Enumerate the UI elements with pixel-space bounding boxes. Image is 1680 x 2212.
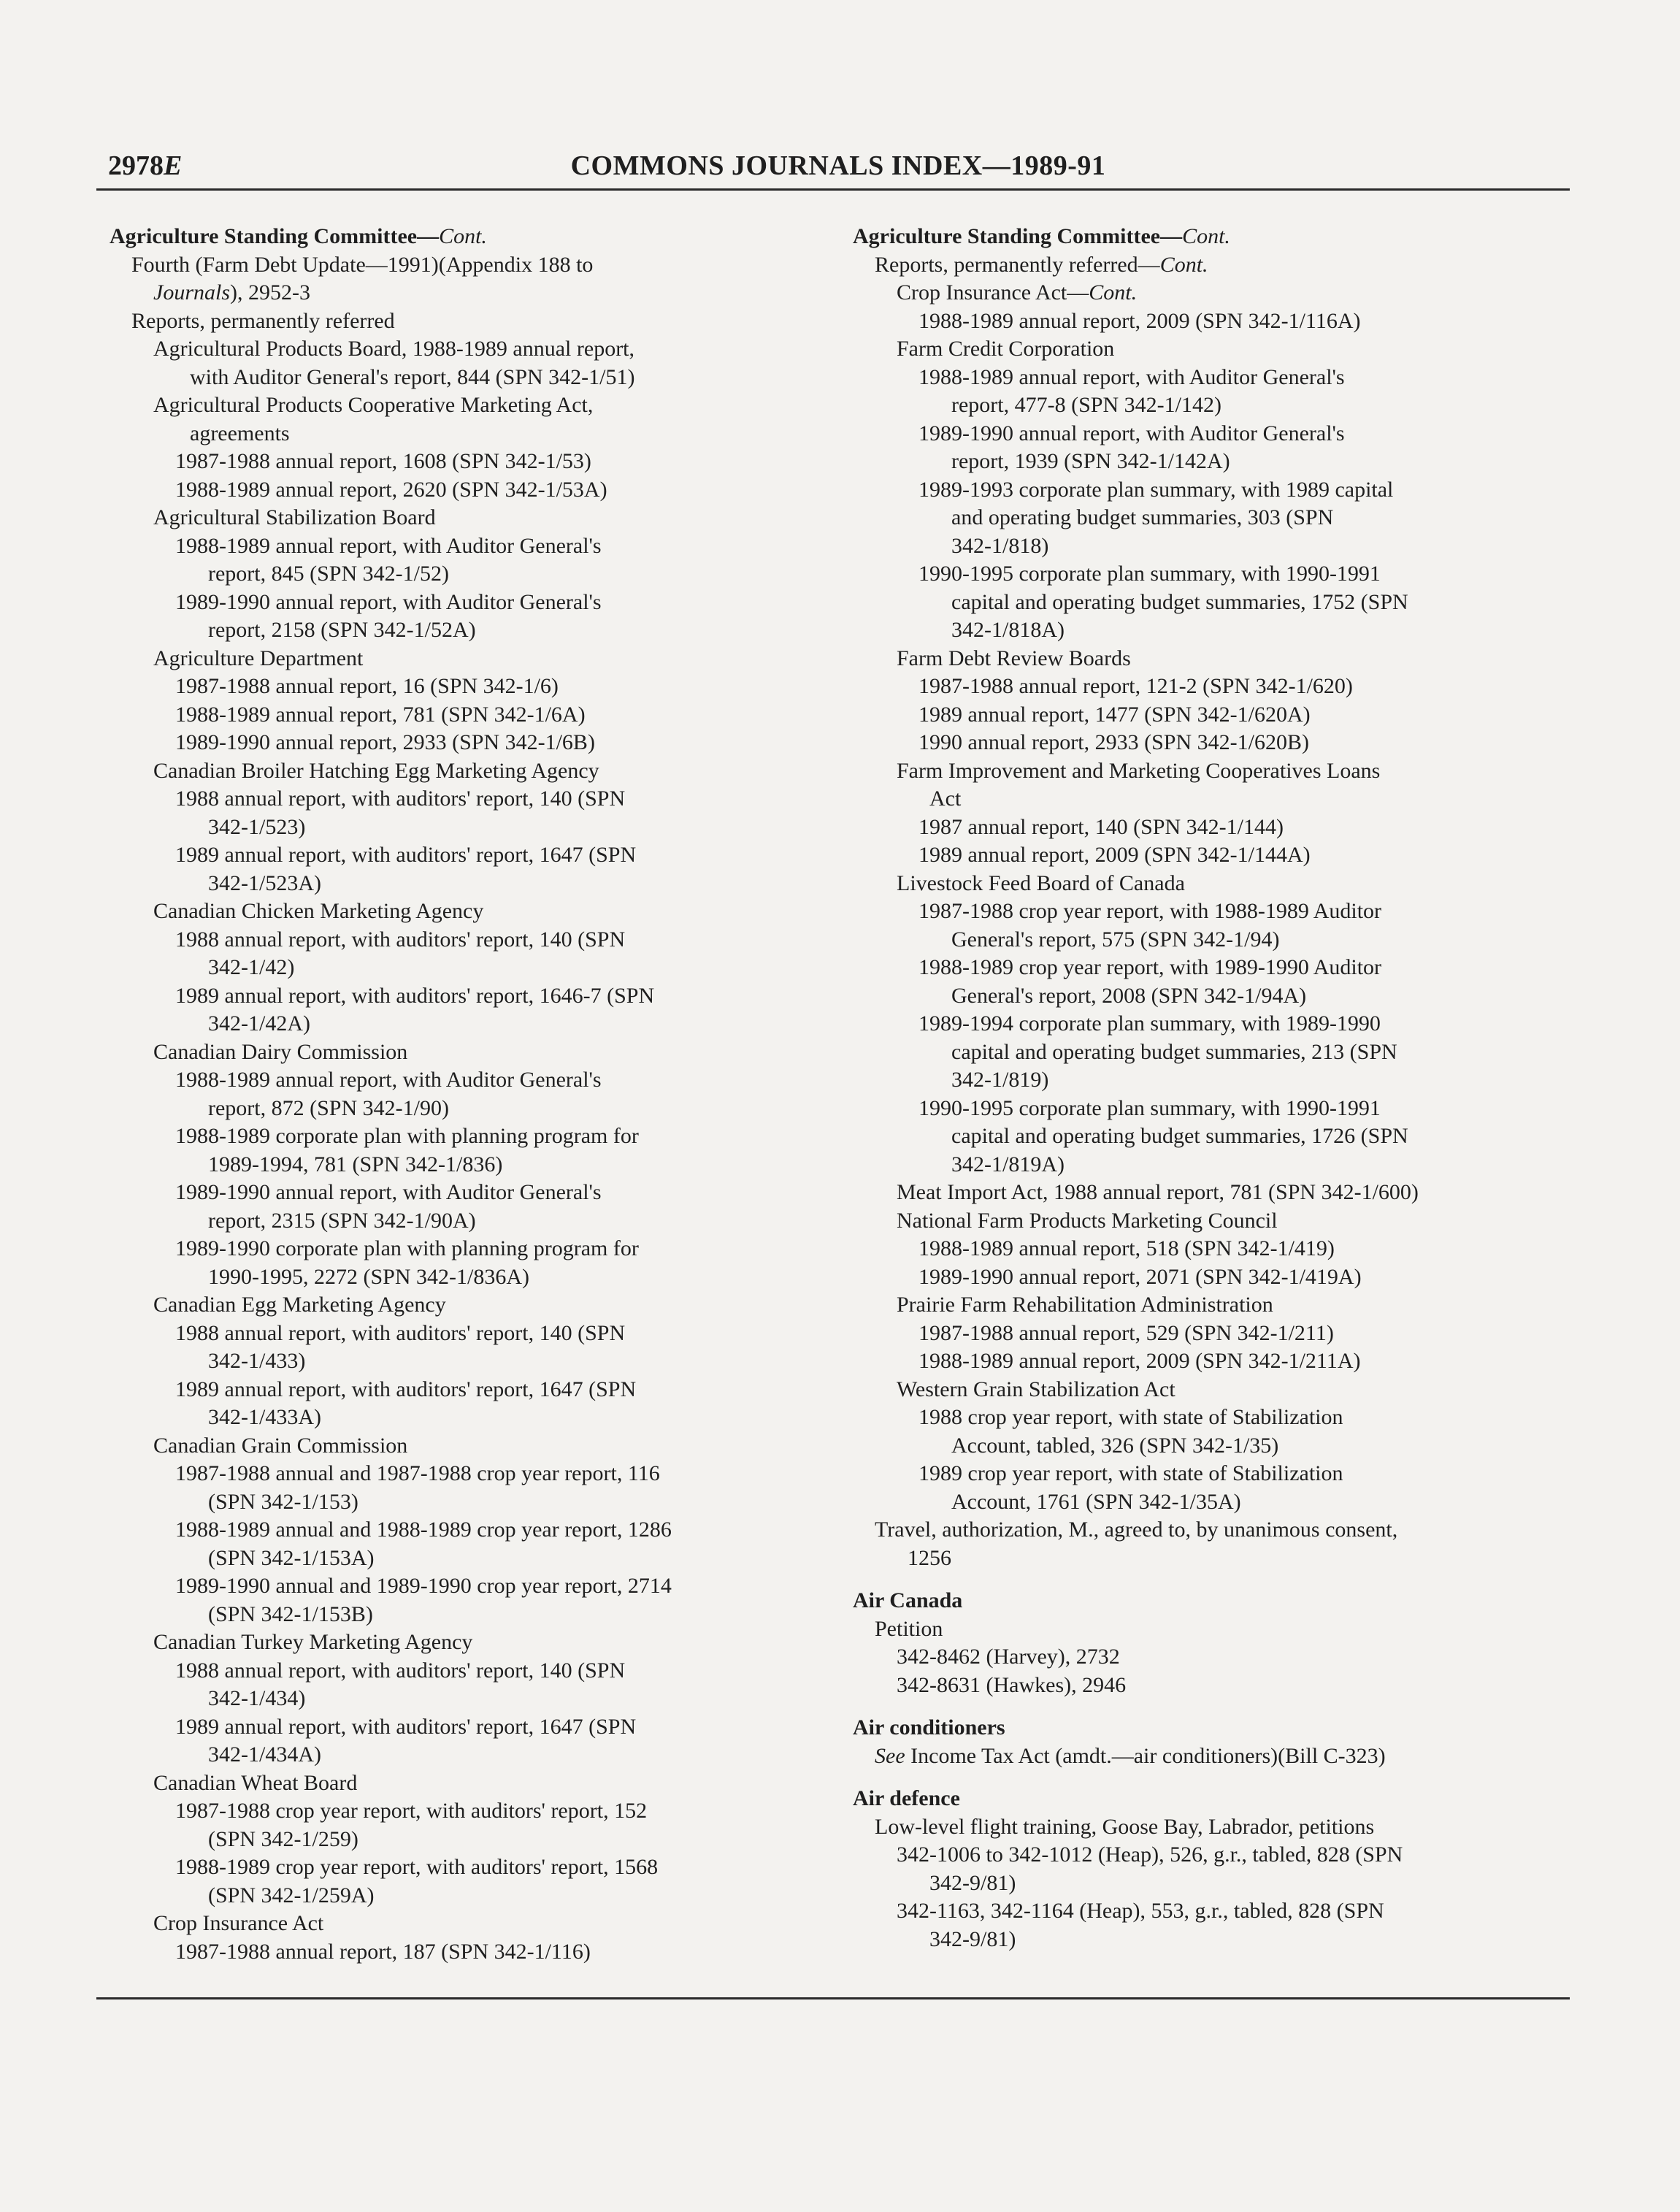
index-line: 1988 annual report, with auditors' report, 140 (SPN <box>175 927 626 952</box>
header-rule <box>96 188 1570 191</box>
index-line: Prairie Farm Rehabilitation Administration <box>897 1293 1273 1317</box>
index-line: Agricultural Products Board, 1988-1989 annual report, <box>153 337 635 361</box>
left-column <box>110 223 840 1966</box>
index-line: 342-8631 (Hawkes), 2946 <box>897 1672 1127 1697</box>
index-line: 1990-1995 corporate plan summary, with 1990-1991 <box>918 1095 1381 1120</box>
index-line: Account, tabled, 326 (SPN 342-1/35) <box>951 1433 1279 1458</box>
index-line: 1987-1988 crop year report, with 1988-1989 Auditor <box>918 899 1382 923</box>
index-line: (SPN 342-1/259) <box>208 1826 358 1851</box>
index-line: 1987-1988 annual report, 1608 (SPN 342-1/53) <box>175 449 591 473</box>
index-line: 1989 annual report, with auditors' report, 1647 (SPN <box>175 1377 637 1401</box>
index-line: 1987 annual report, 140 (SPN 342-1/144) <box>918 814 1284 839</box>
index-heading: Agriculture Standing Committee—Cont. <box>110 224 487 248</box>
index-line: report, 477-8 (SPN 342-1/142) <box>951 393 1221 417</box>
index-line: 342-1/434A) <box>208 1742 321 1767</box>
index-line: See Income Tax Act (amdt.—air conditioners)(Bill C-323) <box>875 1743 1386 1768</box>
index-line: 342-1/523) <box>208 814 306 839</box>
index-line: 1987-1988 annual and 1987-1988 crop year report, 116 <box>175 1461 660 1485</box>
index-line: 1989-1990 annual and 1989-1990 crop year report, 2714 <box>175 1574 672 1598</box>
index-line: 1989-1990 annual report, with Auditor General's <box>918 421 1345 445</box>
index-line: 1989 annual report, with auditors' report, 1646-7 (SPN <box>175 983 655 1008</box>
index-line: 342-1/434) <box>208 1686 306 1710</box>
index-line: National Farm Products Marketing Council <box>897 1208 1278 1233</box>
index-line: report, 1939 (SPN 342-1/142A) <box>951 449 1230 473</box>
index-line: 1987-1988 annual report, 187 (SPN 342-1/116) <box>175 1939 591 1964</box>
index-line: 1988-1989 annual report, with Auditor General's <box>918 364 1345 389</box>
index-heading: Air conditioners <box>853 1715 1005 1740</box>
index-line: 1988-1989 annual report, with Auditor General's <box>175 1068 602 1092</box>
index-line: Crop Insurance Act <box>153 1911 324 1935</box>
index-line: General's report, 2008 (SPN 342-1/94A) <box>951 983 1307 1008</box>
index-line: 1989-1990 annual report, with Auditor General's <box>175 1180 602 1204</box>
index-line: Journals), 2952-3 <box>153 280 310 305</box>
index-line: report, 2315 (SPN 342-1/90A) <box>208 1208 476 1233</box>
index-line: 1989-1993 corporate plan summary, with 1989 capital <box>918 477 1394 502</box>
index-line: report, 2158 (SPN 342-1/52A) <box>208 618 476 642</box>
index-line: 1987-1988 annual report, 16 (SPN 342-1/6) <box>175 674 559 698</box>
index-line: Canadian Turkey Marketing Agency <box>153 1630 473 1654</box>
index-heading: Air Canada <box>853 1588 963 1612</box>
index-line: 342-9/81) <box>929 1870 1016 1895</box>
index-line: 1989 annual report, with auditors' report, 1647 (SPN <box>175 1714 637 1739</box>
index-line: 1987-1988 crop year report, with auditors' report, 152 <box>175 1799 648 1823</box>
index-line: 342-1/819) <box>951 1068 1049 1092</box>
page-header <box>108 150 1568 194</box>
index-line: 342-1/819A) <box>951 1152 1065 1176</box>
page-number: 2978E <box>108 150 183 181</box>
running-title: COMMONS JOURNALS INDEX—1989-91 <box>570 150 1106 181</box>
index-line: Crop Insurance Act—Cont. <box>897 280 1138 305</box>
index-line: report, 872 (SPN 342-1/90) <box>208 1095 449 1120</box>
index-line: 342-1/42A) <box>208 1011 310 1036</box>
index-line: Reports, permanently referred—Cont. <box>875 252 1208 277</box>
index-line: 1987-1988 annual report, 529 (SPN 342-1/211) <box>918 1320 1334 1345</box>
entry-gap <box>853 1572 1583 1587</box>
page-number-suffix: E <box>164 150 183 181</box>
index-line: (SPN 342-1/259A) <box>208 1883 375 1907</box>
index-line: 1988 crop year report, with state of Stabilization <box>918 1405 1343 1429</box>
index-line: Petition <box>875 1616 943 1641</box>
entry-gap <box>853 1770 1583 1785</box>
index-line: 1988-1989 annual report, 2009 (SPN 342-1/211A) <box>918 1349 1361 1373</box>
index-line: 1990 annual report, 2933 (SPN 342-1/620B) <box>918 730 1309 754</box>
index-heading: Agriculture Standing Committee—Cont. <box>853 224 1230 248</box>
index-line: Canadian Chicken Marketing Agency <box>153 899 484 923</box>
index-line: 1988-1989 annual report, with Auditor General's <box>175 533 602 558</box>
index-line: 1988-1989 crop year report, with auditors' report, 1568 <box>175 1855 659 1879</box>
index-line: 342-1/433) <box>208 1349 306 1373</box>
index-line: 1988-1989 annual report, 518 (SPN 342-1/419) <box>918 1236 1335 1260</box>
index-line: 342-1/42) <box>208 955 295 979</box>
index-line: Farm Debt Review Boards <box>897 646 1131 670</box>
index-line: 1988 annual report, with auditors' report, 140 (SPN <box>175 1320 626 1345</box>
index-line: (SPN 342-1/153B) <box>208 1601 373 1626</box>
index-line: (SPN 342-1/153) <box>208 1489 358 1514</box>
index-line: Account, 1761 (SPN 342-1/35A) <box>951 1489 1241 1514</box>
index-line: Meat Import Act, 1988 annual report, 781 (SPN 342-1/600) <box>897 1180 1419 1204</box>
entry-gap <box>853 1699 1583 1714</box>
index-line: 1256 <box>908 1545 951 1570</box>
index-line: 1989-1990 annual report, with Auditor General's <box>175 589 602 614</box>
index-line: 1990-1995 corporate plan summary, with 1990-1991 <box>918 562 1381 586</box>
index-line: 342-9/81) <box>929 1926 1016 1951</box>
index-line: 1989 annual report, 2009 (SPN 342-1/144A) <box>918 843 1311 867</box>
index-line: Travel, authorization, M., agreed to, by unanimous consent, <box>875 1518 1398 1542</box>
index-line: 1989-1994, 781 (SPN 342-1/836) <box>208 1152 503 1176</box>
index-line: Western Grain Stabilization Act <box>897 1377 1175 1401</box>
index-line: Canadian Grain Commission <box>153 1433 408 1458</box>
index-line: Farm Credit Corporation <box>897 337 1115 361</box>
index-line: 342-1/818A) <box>951 618 1065 642</box>
index-line: 342-1/818) <box>951 533 1049 558</box>
index-line: Agriculture Department <box>153 646 364 670</box>
index-line: Agricultural Products Cooperative Marketing Act, <box>153 393 594 417</box>
index-line: (SPN 342-1/153A) <box>208 1545 375 1570</box>
index-line: 1988-1989 annual report, 2009 (SPN 342-1/116A) <box>918 308 1361 333</box>
index-line: 1989 annual report, with auditors' report, 1647 (SPN <box>175 843 637 867</box>
index-line: 1988-1989 annual and 1988-1989 crop year report, 1286 <box>175 1518 672 1542</box>
index-line: Reports, permanently referred <box>131 308 395 333</box>
index-line: Farm Improvement and Marketing Cooperatives Loans <box>897 758 1381 783</box>
index-line: 1988-1989 annual report, 781 (SPN 342-1/6A) <box>175 702 586 727</box>
index-line: report, 845 (SPN 342-1/52) <box>208 562 449 586</box>
right-column <box>853 223 1583 1953</box>
index-line: with Auditor General's report, 844 (SPN 342-1/51) <box>190 364 635 389</box>
index-line: and operating budget summaries, 303 (SPN <box>951 505 1334 529</box>
index-line: 1989-1990 annual report, 2071 (SPN 342-1/419A) <box>918 1264 1362 1289</box>
index-line: agreements <box>190 421 290 445</box>
index-line: 342-8462 (Harvey), 2732 <box>897 1645 1120 1669</box>
index-line: Fourth (Farm Debt Update—1991)(Appendix 188 to <box>131 252 594 277</box>
index-line: 1988-1989 corporate plan with planning program for <box>175 1124 639 1148</box>
index-line: capital and operating budget summaries, 1726 (SPN <box>951 1124 1408 1148</box>
index-line: 1989-1994 corporate plan summary, with 1989-1990 <box>918 1011 1381 1036</box>
index-line: 1988-1989 crop year report, with 1989-1990 Auditor <box>918 955 1382 979</box>
index-heading: Air defence <box>853 1786 960 1810</box>
index-line: 342-1/523A) <box>208 870 321 895</box>
index-line: 342-1006 to 342-1012 (Heap), 526, g.r., tabled, 828 (SPN <box>897 1842 1403 1867</box>
index-line: 1989 annual report, 1477 (SPN 342-1/620A) <box>918 702 1311 727</box>
index-line: capital and operating budget summaries, 1752 (SPN <box>951 589 1408 614</box>
index-line: Canadian Broiler Hatching Egg Marketing Agency <box>153 758 599 783</box>
index-line: capital and operating budget summaries, 213 (SPN <box>951 1039 1397 1064</box>
index-line: 1990-1995, 2272 (SPN 342-1/836A) <box>208 1264 529 1289</box>
index-line: Low-level flight training, Goose Bay, Labrador, petitions <box>875 1814 1375 1839</box>
index-line: General's report, 575 (SPN 342-1/94) <box>951 927 1280 952</box>
index-line: 1988 annual report, with auditors' report, 140 (SPN <box>175 787 626 811</box>
footer-rule <box>96 1997 1570 1999</box>
index-line: Livestock Feed Board of Canada <box>897 870 1185 895</box>
index-line: Act <box>929 787 962 811</box>
index-line: 1988 annual report, with auditors' report, 140 (SPN <box>175 1658 626 1683</box>
index-line: 1989-1990 corporate plan with planning program for <box>175 1236 639 1260</box>
index-line: 342-1163, 342-1164 (Heap), 553, g.r., tabled, 828 (SPN <box>897 1899 1384 1923</box>
index-line: 1989-1990 annual report, 2933 (SPN 342-1/6B) <box>175 730 595 754</box>
index-line: 1987-1988 annual report, 121-2 (SPN 342-1/620) <box>918 674 1353 698</box>
index-line: 1988-1989 annual report, 2620 (SPN 342-1/53A) <box>175 477 607 502</box>
index-line: 342-1/433A) <box>208 1405 321 1429</box>
index-line: Canadian Wheat Board <box>153 1770 358 1795</box>
index-line: 1989 crop year report, with state of Stabilization <box>918 1461 1343 1485</box>
index-line: Agricultural Stabilization Board <box>153 505 436 529</box>
index-line: Canadian Egg Marketing Agency <box>153 1293 446 1317</box>
index-line: Canadian Dairy Commission <box>153 1039 408 1064</box>
